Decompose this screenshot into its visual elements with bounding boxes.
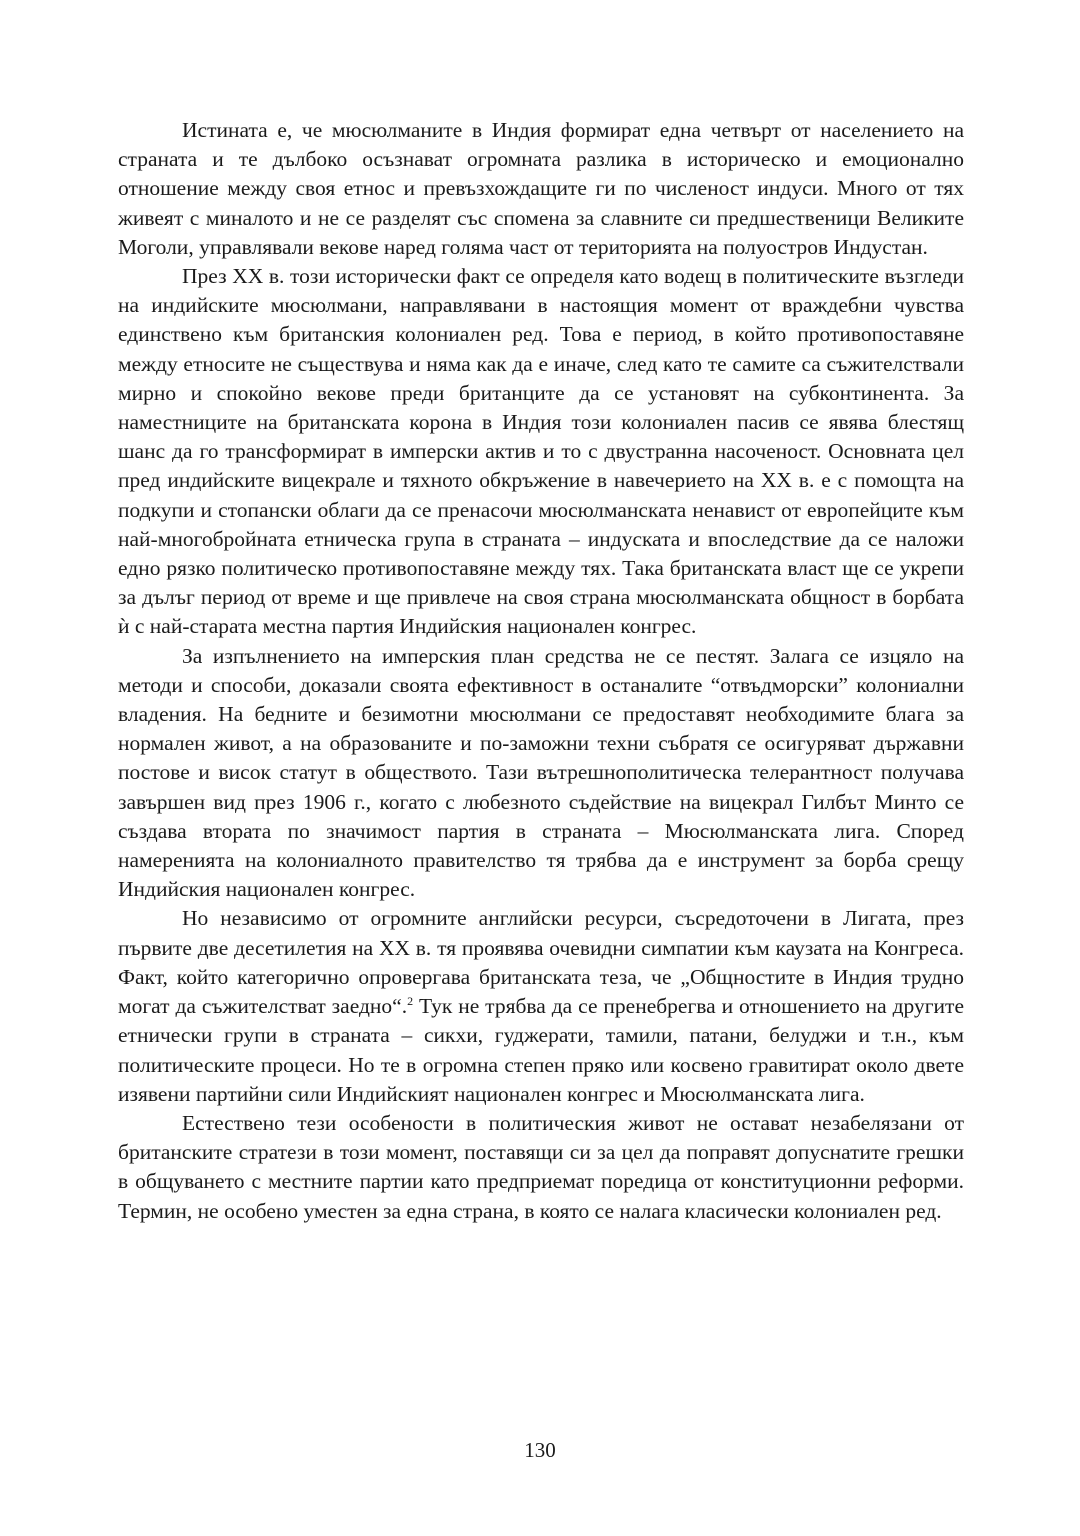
- paragraph-4-text-before-footnote: Но независимо от огромните английски ресурси, съсредоточени в Лигата, през първите две десетилетия на XX в. тя проявява очевидни симпатии към каузата на Конгреса. Факт, който категорично опровергава британската теза, че „Общностите в Индия трудно могат да съжителстват заедно“.: [118, 906, 964, 1019]
- footnote-reference: 2: [407, 993, 414, 1008]
- paragraph-3: За изпълнението на имперския план средства не се пестят. Залага се изцяло на методи и способи, доказали своята ефективност в останалите “отвъдморски” колониални владения. На бедните и безимотни мюсюлмани се предоставят необходимите блага за нормален живот, а на образованите и по-заможни техни събратя се осигуряват държавни постове и висок статут в обществото. Тази вътрешнополитическа телерантност получава завършен вид през 1906 г., когато с любезното съдействие на вицекрал Гилбът Минто се създава втората по значимост партия в страната – Мюсюлманската лига. Според намеренията на колониалното правителство тя трябва да е инструмент за борба срещу Индийския национален конгрес.: [118, 643, 964, 902]
- paragraph-1: Истината е, че мюсюлманите в Индия формират една четвърт от населението на страната и те дълбоко осъзнават огромната разлика в историческо и емоционално отношение между своя етнос и превъзхождащите ги по численост индуси. Много от тях живеят с миналото и не се разделят със спомена за славните си предшественици Великите Моголи, управлявали векове наред голяма част от територията на полуостров Индустан.: [118, 118, 964, 259]
- paragraph-5: Естествено тези особености в политическия живот не остават незабелязани от британските стратези в този момент, поставящи си за цел да поправят допуснатите грешки в общуването с местните партии като предприемат поредица от конституционни реформи. Термин, не особено уместен за една страна, в която се налага класически колониален ред.: [118, 1110, 964, 1223]
- paragraph-2: През XX в. този исторически факт се определя като водещ в политическите възгледи на индийските мюсюлмани, направлявани в настоящия момент от враждебни чувства единствено към британския колониален ред. Това е период, в който противопоставяне между етносите не съществува и няма как да е иначе, след като те самите са съжителствали мирно и спокойно векове преди британците да се установят на субконтинента. За наместниците на британската корона в Индия този колониален пасив се явява блестящ шанс да го трансформират в имперски актив и то с двустранна насоченост. Основната цел пред индийските вицекрале и тяхното обкръжение в навечерието на XX в. е с помощта на подкупи и стопански облаги да се пренасочи мюсюлманската ненавист от европейците към най-многобройната етническа група в страната – индуската и впоследствие да се наложи едно рязко политическо противопоставяне между тях. Така британската власт ще се укрепи за дълъг период от време и ще привлече на своя страна мюсюлманската общност в борбата ѝ с най-старата местна партия Индийския национален конгрес.: [118, 264, 964, 639]
- page-body: [118, 116, 964, 1226]
- paragraph-4-text-after-footnote: Тук не трябва да се пренебрегва и отношението на другите етнически групи в страната – сикхи, гуджерати, тамили, патани, белуджи и т.н., към политическите процеси. Но те в огромна степен пряко или косвено гравитират около двете изявени партийни сили Индийският национален конгрес и Мюсюлманската лига.: [118, 994, 964, 1106]
- paragraph-4: [118, 904, 964, 1108]
- page-number: 130: [524, 1438, 556, 1462]
